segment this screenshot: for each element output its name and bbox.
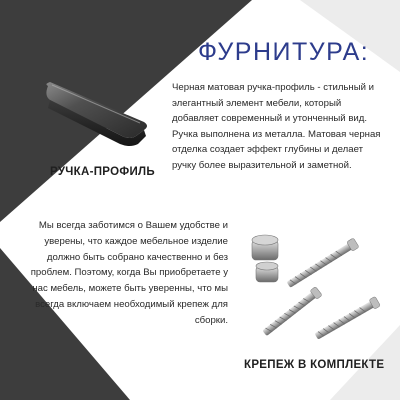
- fasteners-image: [246, 222, 386, 346]
- handle-description: Черная матовая ручка-профиль - стильный и элегантный элемент мебели, который добавляет современный и утонченный вид. Ручка выполнена из металла. Матовая черная отделка создает эффект глубины и делает ручку более выразительной и заметной.: [172, 82, 381, 171]
- screw-long-top: [286, 238, 360, 290]
- screw-bottom-right: [314, 296, 381, 341]
- care-text: Мы всегда заботимся о Вашем удобстве и уверены, что каждое мебельное изделие должно быть собрано качественно и без проблем. Поэтому, когда Вы приобретаете у нас мебель, можете быть уверенны, что мы всегда включаем необходимый крепеж для сборки.: [30, 220, 228, 326]
- fasteners-label: КРЕПЕЖ В КОМПЛЕКТЕ: [244, 359, 385, 371]
- page-title: ФУРНИТУРА:: [198, 38, 370, 66]
- eccentric-coupler: [252, 235, 278, 282]
- screw-bottom-left: [261, 286, 322, 337]
- handle-label: РУЧКА-ПРОФИЛЬ: [50, 166, 155, 178]
- profile-handle-image: [40, 76, 152, 152]
